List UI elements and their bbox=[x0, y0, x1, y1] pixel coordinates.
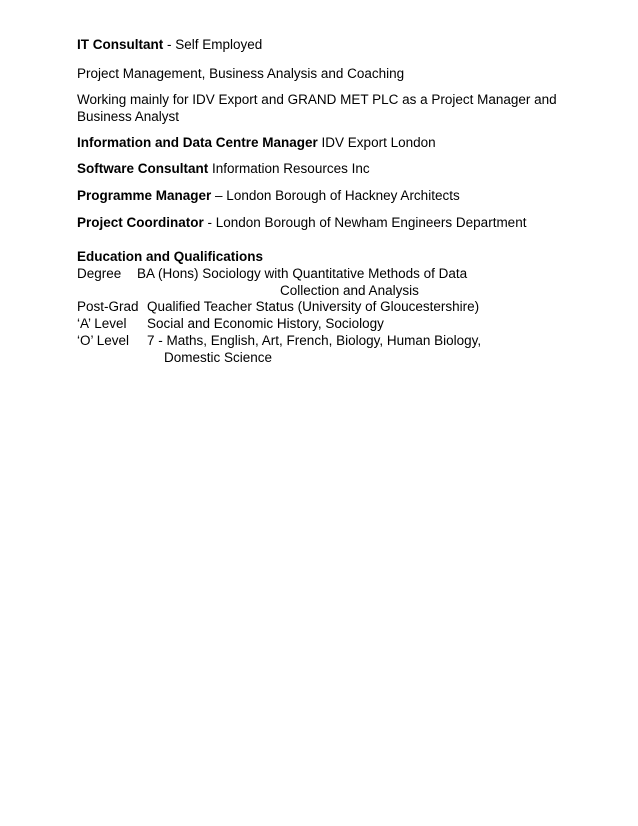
qualification-label: ‘O’ Level bbox=[77, 333, 130, 348]
entry-title: Programme Manager bbox=[77, 188, 212, 203]
qualification-label: Post-Grad bbox=[77, 299, 139, 314]
entry-detail: IDV Export London bbox=[317, 135, 436, 150]
entry-detail: - Self Employed bbox=[163, 37, 263, 52]
qualification-value: 7 - Maths, English, Art, French, Biology, Human Biology, bbox=[147, 333, 482, 348]
qualification-value: BA (Hons) Sociology with Quantitative Methods of Data bbox=[137, 266, 468, 281]
qualification-value: Social and Economic History, Sociology bbox=[147, 316, 384, 331]
entry-detail: – London Borough of Hackney Architects bbox=[211, 188, 460, 203]
entry-title: Software Consultant bbox=[77, 161, 209, 176]
entry-description bbox=[77, 65, 404, 82]
qualification-label: ‘A’ Level bbox=[77, 316, 127, 331]
entry-title: IT Consultant bbox=[77, 37, 164, 52]
entry-description-line-2 bbox=[77, 108, 179, 125]
education-row-o-level bbox=[77, 332, 482, 365]
qualification-value-continued: Domestic Science bbox=[164, 350, 273, 365]
education-row-post-grad bbox=[77, 298, 480, 315]
entry-title: Information and Data Centre Manager bbox=[77, 135, 318, 150]
entry-project-coordinator bbox=[77, 214, 526, 231]
education-row-degree bbox=[77, 265, 468, 298]
entry-software-consultant bbox=[77, 160, 370, 177]
entry-detail: Information Resources Inc bbox=[208, 161, 370, 176]
entry-it-consultant bbox=[77, 36, 262, 53]
entry-description-line-1 bbox=[77, 91, 557, 108]
entry-data-centre-manager bbox=[77, 134, 436, 151]
qualification-value-continued: Collection and Analysis bbox=[280, 283, 419, 298]
qualification-value: Qualified Teacher Status (University of Gloucestershire) bbox=[147, 299, 480, 314]
entry-programme-manager bbox=[77, 187, 460, 204]
qualification-label: Degree bbox=[77, 266, 122, 281]
entry-text: Working mainly for IDV Export and GRAND MET PLC as a Project Manager and bbox=[77, 92, 557, 107]
entry-text: Business Analyst bbox=[77, 109, 180, 124]
entry-text: Project Management, Business Analysis and Coaching bbox=[77, 66, 405, 81]
education-heading: Education and Qualifications bbox=[77, 249, 264, 264]
education-row-a-level bbox=[77, 315, 384, 332]
entry-title: Project Coordinator bbox=[77, 215, 204, 230]
entry-detail: - London Borough of Newham Engineers Department bbox=[203, 215, 527, 230]
